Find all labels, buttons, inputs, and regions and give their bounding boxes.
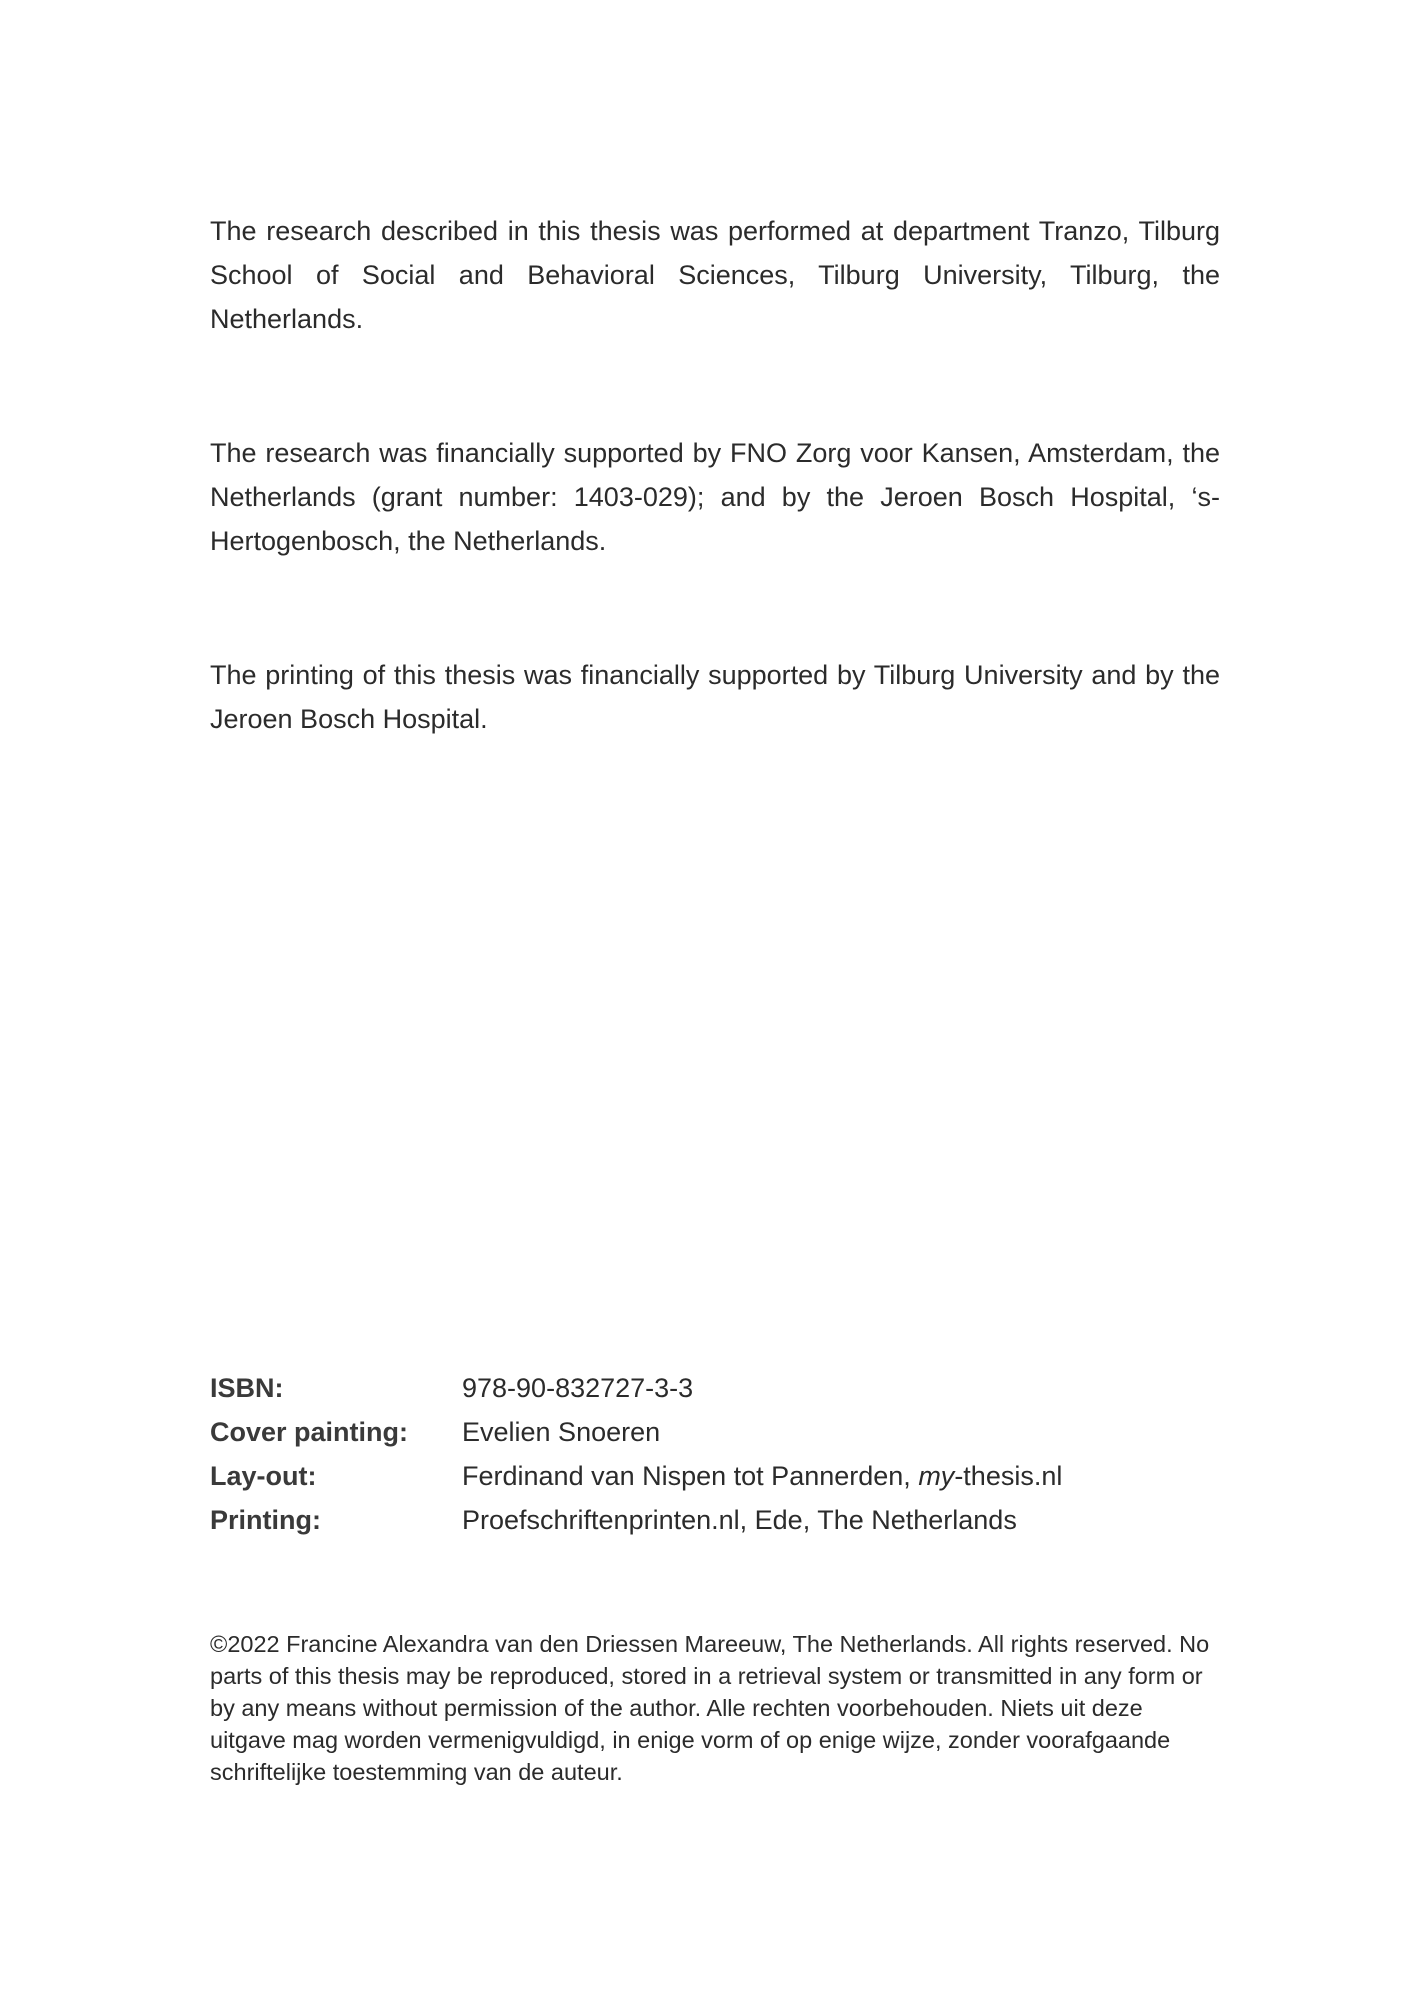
isbn-value: 978-90-832727-3-3 bbox=[462, 1373, 694, 1403]
layout-value-italic: my bbox=[918, 1461, 955, 1491]
printing-support-paragraph: The printing of this thesis was financially supported by Tilburg University and by the Jeroen Bosch Hospital. bbox=[210, 660, 1220, 734]
layout-row bbox=[210, 1454, 1220, 1498]
layout-value-prefix: Ferdinand van Nispen tot Pannerden, bbox=[462, 1461, 919, 1491]
cover-painting-label: Cover painting: bbox=[210, 1417, 409, 1447]
research-location-paragraph: The research described in this thesis was performed at department Tranzo, Tilburg School of Social and Behavioral Sciences, Tilburg University, Tilburg, the Netherlands. bbox=[210, 216, 1220, 334]
printing-label: Printing: bbox=[210, 1505, 321, 1535]
printing-value: Proefschriftenprinten.nl, Ede, The Netherlands bbox=[462, 1505, 1017, 1535]
isbn-label: ISBN: bbox=[210, 1373, 284, 1403]
printing-row bbox=[210, 1498, 1220, 1542]
layout-value bbox=[462, 1454, 1220, 1498]
colophon-table bbox=[210, 1366, 1220, 1542]
isbn-row bbox=[210, 1366, 1220, 1410]
copyright-notice: ©2022 Francine Alexandra van den Driessen Mareeuw, The Netherlands. All rights reserved. No parts of this thesis may be reproduced, stored in a retrieval system or transmitted in any form or by any means without permission of the author. Alle rechten voorbehouden. Niets uit deze uitgave mag worden vermenigvuldigd, in enige vorm of op enige wijze, zonder voorafgaande schriftelijke toestemming van de auteur. bbox=[210, 1631, 1210, 1785]
cover-painting-row bbox=[210, 1410, 1220, 1454]
layout-value-suffix: -thesis.nl bbox=[954, 1461, 1063, 1491]
layout-label: Lay-out: bbox=[210, 1461, 317, 1491]
cover-painting-value: Evelien Snoeren bbox=[462, 1417, 661, 1447]
funding-paragraph: The research was financially supported by FNO Zorg voor Kansen, Amsterdam, the Netherlands (grant number: 1403-029); and by the Jeroen Bosch Hospital, ‘s-Hertogenbosch, the Netherlands. bbox=[210, 438, 1220, 556]
